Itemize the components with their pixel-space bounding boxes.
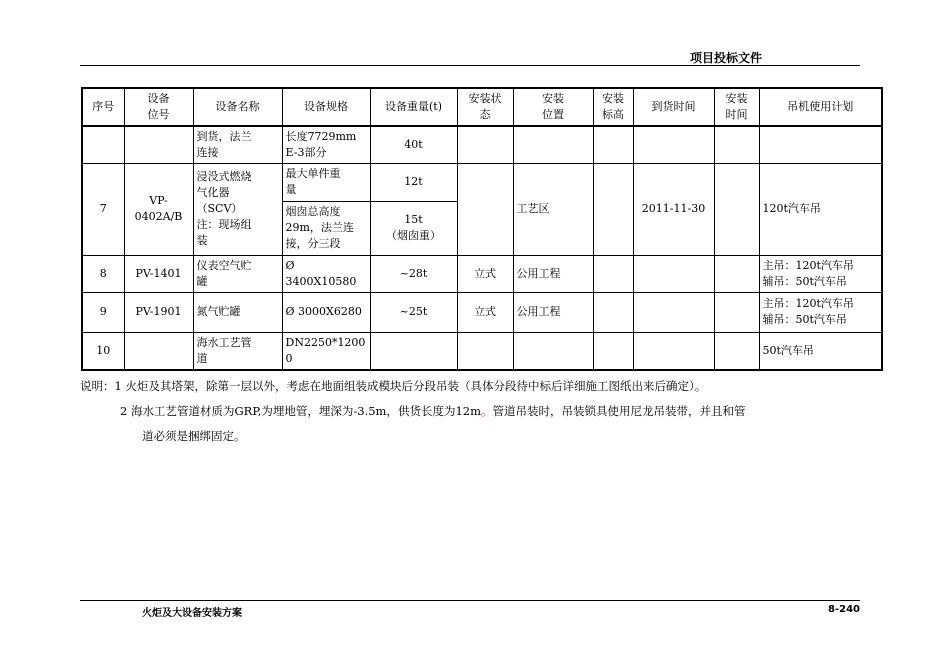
table-row	[82, 126, 882, 163]
header-weight: 设备重量(t)	[370, 88, 457, 126]
cell-location: 公用工程	[513, 292, 593, 332]
cell-spec: 最大单件重 量	[282, 163, 370, 201]
table-row	[82, 163, 882, 201]
cell-weight: ~28t	[370, 255, 457, 292]
header-tag: 设备 位号	[124, 88, 193, 126]
cell-spec: DN2250*1200 0	[282, 332, 370, 370]
cell-arrival	[633, 292, 714, 332]
cell-location	[513, 126, 593, 163]
cell-install-time	[714, 255, 759, 292]
table-row	[82, 332, 882, 370]
note-line-2-main: 2 海水工艺管道材质为GRP,为埋地管，埋深为-3.5m，供货长度为12m	[120, 404, 481, 418]
header-elevation: 安装 标高	[593, 88, 633, 126]
cell-arrival: 2011-11-30	[633, 163, 714, 255]
header-seq: 序号	[82, 88, 124, 126]
cell-weight: 15t （烟囱重）	[370, 201, 457, 255]
cell-spec: 长度7729mm E-3部分	[282, 126, 370, 163]
cell-weight: ~25t	[370, 292, 457, 332]
footer-title: 火炬及大设备安装方案	[142, 608, 242, 619]
cell-crane-plan: 120t汽车吊	[759, 163, 882, 255]
cell-weight	[370, 332, 457, 370]
cell-spec: Ø 3000X6280	[282, 292, 370, 332]
cell-install-time	[714, 163, 759, 255]
note-line-2	[120, 399, 746, 423]
cell-seq: 8	[82, 255, 124, 292]
cell-seq: 7	[82, 163, 124, 255]
note-line-1: 说明：1 火炬及其塔架，除第一层以外，考虑在地面组装成模块后分段吊装（具体分段待中标后详细施工图纸出来后确定）。	[80, 379, 707, 393]
footer-rule	[80, 600, 860, 601]
cell-arrival	[633, 126, 714, 163]
note-line-2-rest: 管道吊装时，吊装锁具使用尼龙吊装带，并且和管	[492, 404, 746, 418]
header-install-time: 安装 时间	[714, 88, 759, 126]
header-location: 安装 位置	[513, 88, 593, 126]
cell-name: 浸没式燃烧 气化器 （SCV） 注：现场组 装	[193, 163, 282, 255]
cell-crane-plan: 50t汽车吊	[759, 332, 882, 370]
cell-name: 海水工艺管 道	[193, 332, 282, 370]
cell-state	[457, 163, 513, 255]
cell-install-time	[714, 126, 759, 163]
cell-name: 到货，法兰 连接	[193, 126, 282, 163]
cell-elevation	[593, 163, 633, 255]
table-header-row	[82, 88, 882, 126]
cell-arrival	[633, 332, 714, 370]
cell-tag: PV-1401	[124, 255, 193, 292]
header-arrival: 到货时间	[633, 88, 714, 126]
note-line-3: 道必须是捆绑固定。	[142, 429, 246, 443]
cell-crane-plan: 主吊：120t汽车吊 辅吊：50t汽车吊	[759, 292, 882, 332]
cell-location: 工艺区	[513, 163, 593, 255]
cell-elevation	[593, 255, 633, 292]
cell-weight: 40t	[370, 126, 457, 163]
header-title: 项目投标文件	[690, 51, 763, 65]
cell-crane-plan	[759, 126, 882, 163]
cell-elevation	[593, 332, 633, 370]
header-name: 设备名称	[193, 88, 282, 126]
cell-state: 立式	[457, 292, 513, 332]
cell-tag: PV-1901	[124, 292, 193, 332]
cell-state: 立式	[457, 255, 513, 292]
header-rule	[80, 65, 860, 66]
cell-seq	[82, 126, 124, 163]
cell-spec: Ø 3400X10580	[282, 255, 370, 292]
table-row	[82, 255, 882, 292]
header-spec: 设备规格	[282, 88, 370, 126]
cell-seq: 10	[82, 332, 124, 370]
cell-location	[513, 332, 593, 370]
cell-name: 氮气贮罐	[193, 292, 282, 332]
cell-state	[457, 332, 513, 370]
page-number: 8-240	[828, 604, 860, 615]
cell-install-time	[714, 292, 759, 332]
cell-name: 仪表空气贮 罐	[193, 255, 282, 292]
cell-state	[457, 126, 513, 163]
cell-install-time	[714, 332, 759, 370]
cell-spec: 烟囱总高度 29m，法兰连 接，分三段	[282, 201, 370, 255]
header-crane-plan: 吊机使用计划	[759, 88, 882, 126]
cell-tag: VP- 0402A/B	[124, 163, 193, 255]
cell-weight: 12t	[370, 163, 457, 201]
equipment-table	[81, 87, 883, 371]
cell-crane-plan: 主吊：120t汽车吊 辅吊：50t汽车吊	[759, 255, 882, 292]
table-row	[82, 292, 882, 332]
cell-tag	[124, 126, 193, 163]
cell-elevation	[593, 292, 633, 332]
cell-location: 公用工程	[513, 255, 593, 292]
note-red-mark: 。	[481, 404, 493, 418]
cell-tag	[124, 332, 193, 370]
cell-seq: 9	[82, 292, 124, 332]
cell-elevation	[593, 126, 633, 163]
header-state: 安装状 态	[457, 88, 513, 126]
cell-arrival	[633, 255, 714, 292]
